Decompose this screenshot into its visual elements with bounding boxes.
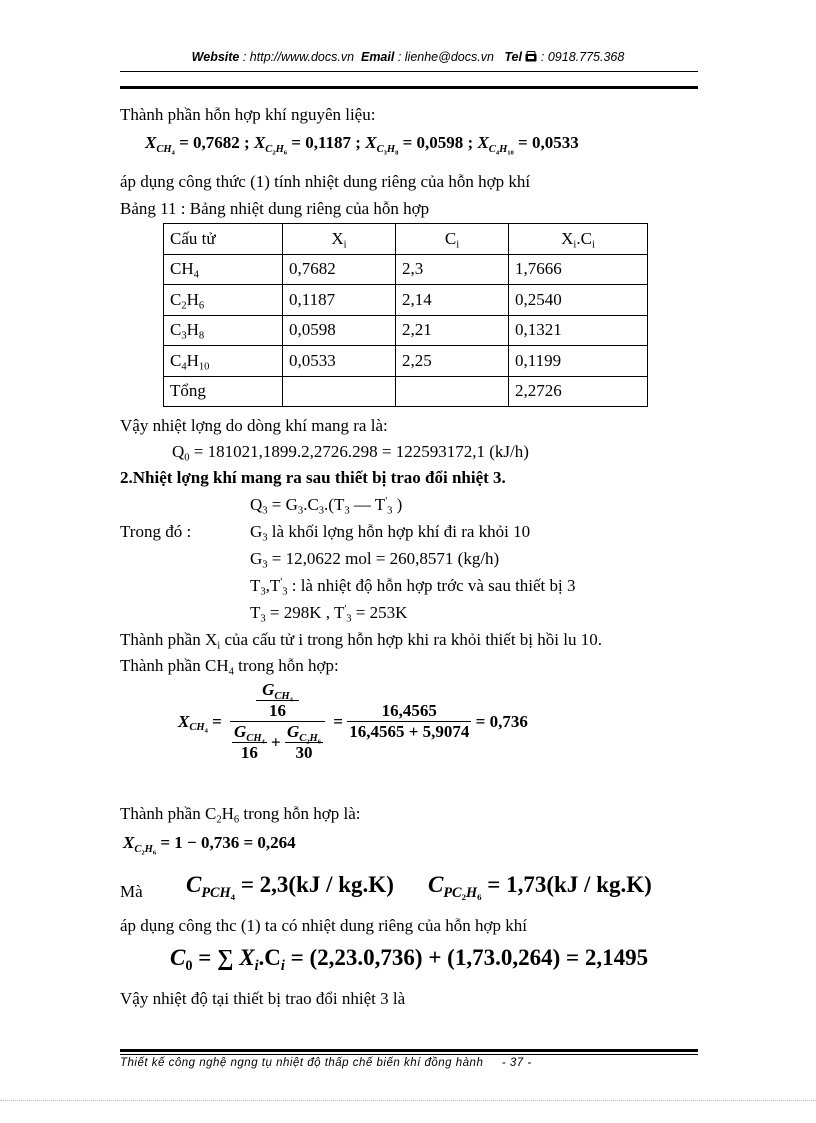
mole-fraction-equation: $X_{CH_4} = 0,7682$ ; $X_{C_2H_6} = 0,1187$ ; $X_{C_3H_8} = 0,0598$ ; $X_{C_4H_{10}} = 0,0533$ (145, 133, 579, 156)
cell-xc: 0,1321 (509, 315, 648, 346)
table-header-row (164, 224, 648, 255)
temperature-intro: Vậy nhiệt độ tại thiết bị trao đổi nhiệt 3 là (120, 989, 406, 1008)
definition-t3-values: $T_3 = 298K$ , $T'_3 = 253K$ (250, 603, 408, 625)
cp-c2h6-equation: $C_{PC_2H_6} = 1,73(kJ / kg.K)$ (428, 872, 652, 903)
tel-value: : 0918.775.368 (540, 50, 625, 64)
definition-t3: $T_3,T'_3$ : là nhiệt độ hỗn hợp trớc và sau thiết bị 3 (250, 576, 576, 598)
x-c2h6-equation: $X_{C_2H_6} = 1 - 0,736 = 0,264$ (123, 833, 296, 856)
mix-composition-intro: Thành phần hỗn hợp khí nguyên liệu: (120, 105, 376, 124)
col-header-xi: $X_i$ (283, 224, 396, 255)
heat-capacity-table (163, 223, 648, 407)
col-header-component: Cấu tử (164, 224, 283, 255)
footer-title: Thiết kế công nghệ ngng tụ nhiệt độ thấp chế biến khí đồng hành (120, 1057, 484, 1069)
website-label: Website (191, 50, 240, 64)
ch4-composition-text: Thành phần $CH_4$ trong hỗn hợp: (120, 656, 339, 678)
header-rule-thick (120, 86, 698, 89)
x-c4h10: 0,0533 (531, 133, 579, 152)
definition-g3: $G_3$ là khối lợng hỗn hợp khí đi ra khỏi 10 (250, 522, 531, 544)
page-number: - 37 - (501, 1057, 532, 1069)
x-c3h8: 0,0598 (416, 133, 464, 152)
page-bottom-divider (0, 1100, 816, 1102)
email-label: Email (360, 50, 395, 64)
table-row (164, 285, 648, 316)
c2h6-composition-text: Thành phần $C_2H_6$ trong hỗn hợp là: (120, 804, 361, 826)
cell-x: 0,0533 (283, 346, 396, 377)
xi-composition-text: Thành phần $X_i$ của cấu tử i trong hỗn hợp khi ra khỏi thiết bị hồi lu 10. (120, 630, 602, 652)
cp-ch4-equation: $C_{PCH_4} = 2,3(kJ / kg.K)$ (186, 872, 394, 903)
cell-component: $C_2H_6$ (164, 285, 283, 316)
cell-xc: 0,1199 (509, 346, 648, 377)
cell-total-value: 2,2726 (509, 376, 648, 407)
cell-x: 0,0598 (283, 315, 396, 346)
table-row (164, 254, 648, 285)
x-c2h6: 0,1187 (305, 133, 352, 152)
phone-icon (525, 51, 537, 62)
cell-component: $CH_4$ (164, 254, 283, 285)
apply-formula-text: áp dụng công thức (1) tính nhiệt dung riêng của hỗn hợp khí (120, 172, 531, 191)
cell-xc: 0,2540 (509, 285, 648, 316)
cell-c: 2,14 (396, 285, 509, 316)
where-label: Trong đó : (120, 522, 192, 541)
email-value[interactable]: : lienhe@docs.vn (397, 50, 494, 64)
page-footer (120, 1057, 532, 1069)
col-header-ci: $C_i$ (396, 224, 509, 255)
footer-rule-thick (120, 1049, 698, 1052)
table-total-row (164, 376, 648, 407)
ch4-fraction-equation: $X_{CH_4}$ = $\frac{G_{CH_4}}{16}$ $\frac{G_{CH_4}}{16}$ + $\frac{G_{C_2H_6}}{30}$ = $\frac{16,4565}{16,4565 + 5,9074}$ = 0,736 (178, 680, 528, 762)
col-header-xici: $X_i.C_i$ (509, 224, 648, 255)
cell-c: 2,25 (396, 346, 509, 377)
ma-label: Mà (120, 882, 143, 901)
table-row (164, 346, 648, 377)
cell-c: 2,3 (396, 254, 509, 285)
website-value[interactable]: : http://www.docs.vn (242, 50, 355, 64)
cell-xc: 1,7666 (509, 254, 648, 285)
cell-total-label: Tổng (164, 376, 283, 407)
tel-label: Tel (504, 50, 522, 64)
apply-formula-text-2: áp dụng công thc (1) ta có nhiệt dung riêng của hỗn hợp khí (120, 916, 527, 935)
q0-equation: $Q_0 = 181021,1899.2,2726.298 = 122593172,1$ (kJ/h) (172, 442, 529, 464)
x-ch4: 0,7682 (193, 133, 240, 152)
section-title: 2.Nhiệt lợng khí mang ra sau thiết bị trao đổi nhiệt 3. (120, 468, 506, 487)
footer-rule-thin (120, 1054, 698, 1055)
cell-c: 2,21 (396, 315, 509, 346)
cell-component: $C_4H_{10}$ (164, 346, 283, 377)
page-header (0, 50, 816, 64)
cell-x: 0,1187 (283, 285, 396, 316)
cell-x: 0,7682 (283, 254, 396, 285)
table-caption: Bảng 11 : Bảng nhiệt dung riêng của hỗn hợp (120, 199, 430, 218)
cell-component: $C_3H_8$ (164, 315, 283, 346)
q3-formula: $Q_3 = G_3.C_3.(T_3$ — $T'_3$ ) (250, 495, 403, 517)
heat-out-intro: Vậy nhiệt lợng do dòng khí mang ra là: (120, 416, 388, 435)
definition-g3-value: $G_3 = 12,0622$ mol = 260,8571 (kg/h) (250, 549, 500, 571)
header-rule-thin (120, 71, 698, 72)
table-row (164, 315, 648, 346)
c0-equation: $C_0$ = ∑ $X_i.C_i = (2,23.0,736) + (1,73.0,264) = 2,1495$ (170, 945, 649, 974)
